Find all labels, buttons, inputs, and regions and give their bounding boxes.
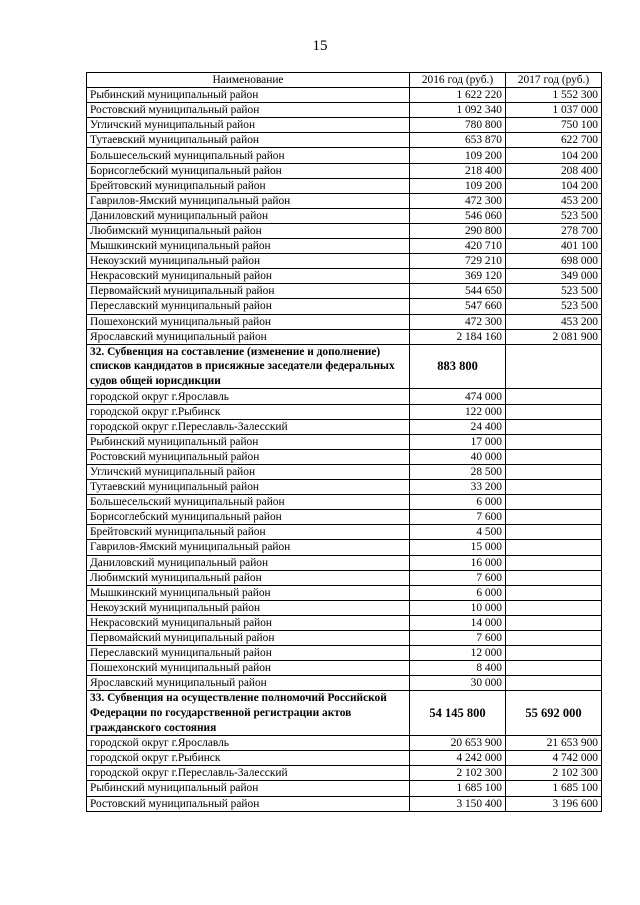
cell-2017: 208 400 <box>506 163 602 178</box>
cell-name: Гаврилов-Ямский муниципальный район <box>87 540 410 555</box>
cell-name: Борисоглебский муниципальный район <box>87 163 410 178</box>
cell-2017 <box>506 525 602 540</box>
cell-name: Ростовский муниципальный район <box>87 449 410 464</box>
table-row <box>87 148 602 163</box>
table-row <box>87 269 602 284</box>
header-2016: 2016 год (руб.) <box>410 73 506 88</box>
cell-name: Даниловский муниципальный район <box>87 555 410 570</box>
cell-name: Некоузский муниципальный район <box>87 600 410 615</box>
cell-2016: 20 653 900 <box>410 736 506 751</box>
cell-2017: 401 100 <box>506 239 602 254</box>
cell-name: 32. Субвенция на составление (изменение и дополнение) списков кандидатов в присяжные заседатели федеральных судов общей юрисдикции <box>87 344 410 389</box>
cell-2016: 6 000 <box>410 585 506 600</box>
table-row <box>87 600 602 615</box>
cell-2017: 3 196 600 <box>506 796 602 811</box>
section-row <box>87 691 602 736</box>
cell-name: Некоузский муниципальный район <box>87 254 410 269</box>
table-row <box>87 781 602 796</box>
cell-2016: 2 102 300 <box>410 766 506 781</box>
cell-name: Любимский муниципальный район <box>87 223 410 238</box>
page-number: 15 <box>312 38 328 54</box>
cell-2017 <box>506 646 602 661</box>
cell-2017: 21 653 900 <box>506 736 602 751</box>
cell-2016: 14 000 <box>410 615 506 630</box>
cell-name: Рыбинский муниципальный район <box>87 88 410 103</box>
header-2017: 2017 год (руб.) <box>506 73 602 88</box>
cell-2017: 2 102 300 <box>506 766 602 781</box>
cell-2017 <box>506 570 602 585</box>
cell-2016: 780 800 <box>410 118 506 133</box>
table-row <box>87 88 602 103</box>
table-row <box>87 329 602 344</box>
cell-2017: 1 037 000 <box>506 103 602 118</box>
cell-2016: 109 200 <box>410 178 506 193</box>
table-row <box>87 676 602 691</box>
table-row <box>87 208 602 223</box>
cell-2017: 2 081 900 <box>506 329 602 344</box>
table-row <box>87 434 602 449</box>
table-row <box>87 404 602 419</box>
cell-2016: 1 622 220 <box>410 88 506 103</box>
cell-2017: 4 742 000 <box>506 751 602 766</box>
cell-2016: 10 000 <box>410 600 506 615</box>
table-row <box>87 766 602 781</box>
cell-name: Тутаевский муниципальный район <box>87 480 410 495</box>
cell-2016: 474 000 <box>410 389 506 404</box>
cell-name: 33. Субвенция на осуществление полномочий Российской Федерации по государственной регистрации актов гражданского состояния <box>87 691 410 736</box>
cell-2016: 6 000 <box>410 495 506 510</box>
cell-name: Ярославский муниципальный район <box>87 676 410 691</box>
cell-2016: 122 000 <box>410 404 506 419</box>
cell-2017 <box>506 419 602 434</box>
cell-2016: 729 210 <box>410 254 506 269</box>
cell-2016: 12 000 <box>410 646 506 661</box>
table-row <box>87 419 602 434</box>
cell-2016: 1 685 100 <box>410 781 506 796</box>
table-row <box>87 510 602 525</box>
cell-name: городской округ г.Ярославль <box>87 389 410 404</box>
table-row <box>87 254 602 269</box>
cell-name: Ростовский муниципальный район <box>87 103 410 118</box>
table-row <box>87 751 602 766</box>
cell-2016: 54 145 800 <box>410 691 506 736</box>
cell-2017: 453 200 <box>506 193 602 208</box>
cell-2017 <box>506 404 602 419</box>
table-row <box>87 284 602 299</box>
cell-2016: 30 000 <box>410 676 506 691</box>
cell-name: Угличский муниципальный район <box>87 118 410 133</box>
table-row <box>87 178 602 193</box>
cell-2017: 104 200 <box>506 178 602 193</box>
cell-2017: 750 100 <box>506 118 602 133</box>
table-row <box>87 163 602 178</box>
cell-name: Борисоглебский муниципальный район <box>87 510 410 525</box>
table-row <box>87 133 602 148</box>
cell-name: Гаврилов-Ямский муниципальный район <box>87 193 410 208</box>
cell-name: Любимский муниципальный район <box>87 570 410 585</box>
table-row <box>87 495 602 510</box>
cell-2017 <box>506 344 602 389</box>
table-row <box>87 796 602 811</box>
cell-2017 <box>506 661 602 676</box>
cell-2017 <box>506 480 602 495</box>
cell-2017: 453 200 <box>506 314 602 329</box>
cell-2017 <box>506 449 602 464</box>
table-row <box>87 555 602 570</box>
cell-2017: 523 500 <box>506 299 602 314</box>
cell-2017: 523 500 <box>506 208 602 223</box>
cell-2016: 420 710 <box>410 239 506 254</box>
cell-name: Мышкинский муниципальный район <box>87 585 410 600</box>
table-row <box>87 736 602 751</box>
cell-name: Некрасовский муниципальный район <box>87 269 410 284</box>
cell-name: Первомайский муниципальный район <box>87 630 410 645</box>
cell-2016: 472 300 <box>410 193 506 208</box>
cell-2016: 4 500 <box>410 525 506 540</box>
cell-2017 <box>506 510 602 525</box>
cell-2017 <box>506 615 602 630</box>
cell-name: Большесельский муниципальный район <box>87 495 410 510</box>
table-row <box>87 464 602 479</box>
cell-2016: 290 800 <box>410 223 506 238</box>
table-row <box>87 239 602 254</box>
cell-name: Даниловский муниципальный район <box>87 208 410 223</box>
header-name: Наименование <box>87 73 410 88</box>
cell-name: Переславский муниципальный район <box>87 299 410 314</box>
cell-2016: 653 870 <box>410 133 506 148</box>
cell-2016: 472 300 <box>410 314 506 329</box>
cell-name: городской округ г.Рыбинск <box>87 404 410 419</box>
table-row <box>87 223 602 238</box>
cell-2017: 622 700 <box>506 133 602 148</box>
table-row <box>87 480 602 495</box>
cell-name: Некрасовский муниципальный район <box>87 615 410 630</box>
cell-name: Пошехонский муниципальный район <box>87 314 410 329</box>
cell-2017 <box>506 630 602 645</box>
table-row <box>87 661 602 676</box>
cell-name: Брейтовский муниципальный район <box>87 525 410 540</box>
cell-2016: 544 650 <box>410 284 506 299</box>
cell-2016: 2 184 160 <box>410 329 506 344</box>
cell-2017 <box>506 540 602 555</box>
cell-name: Угличский муниципальный район <box>87 464 410 479</box>
cell-2016: 15 000 <box>410 540 506 555</box>
cell-2017 <box>506 676 602 691</box>
cell-2016: 883 800 <box>410 344 506 389</box>
table-row <box>87 525 602 540</box>
table-row <box>87 193 602 208</box>
cell-2016: 7 600 <box>410 630 506 645</box>
cell-name: Пошехонский муниципальный район <box>87 661 410 676</box>
table-row <box>87 540 602 555</box>
cell-2016: 28 500 <box>410 464 506 479</box>
cell-2017: 278 700 <box>506 223 602 238</box>
cell-name: Переславский муниципальный район <box>87 646 410 661</box>
table-body <box>87 88 602 812</box>
table-row <box>87 646 602 661</box>
cell-name: Ростовский муниципальный район <box>87 796 410 811</box>
cell-2017: 1 552 300 <box>506 88 602 103</box>
table-row <box>87 299 602 314</box>
cell-2016: 109 200 <box>410 148 506 163</box>
cell-2017 <box>506 389 602 404</box>
table-row <box>87 449 602 464</box>
cell-name: городской округ г.Переславль-Залесский <box>87 766 410 781</box>
table-row <box>87 630 602 645</box>
cell-2016: 40 000 <box>410 449 506 464</box>
cell-2016: 24 400 <box>410 419 506 434</box>
cell-name: Брейтовский муниципальный район <box>87 178 410 193</box>
cell-2016: 218 400 <box>410 163 506 178</box>
cell-2016: 7 600 <box>410 510 506 525</box>
cell-2016: 16 000 <box>410 555 506 570</box>
cell-2016: 7 600 <box>410 570 506 585</box>
cell-name: Большесельский муниципальный район <box>87 148 410 163</box>
table-row <box>87 314 602 329</box>
table-row <box>87 118 602 133</box>
cell-2017 <box>506 495 602 510</box>
cell-2016: 8 400 <box>410 661 506 676</box>
cell-2016: 17 000 <box>410 434 506 449</box>
table-header-row <box>87 73 602 88</box>
table-row <box>87 585 602 600</box>
cell-2017 <box>506 464 602 479</box>
cell-name: Рыбинский муниципальный район <box>87 781 410 796</box>
cell-2017 <box>506 585 602 600</box>
cell-name: Мышкинский муниципальный район <box>87 239 410 254</box>
cell-2016: 4 242 000 <box>410 751 506 766</box>
cell-2017: 698 000 <box>506 254 602 269</box>
cell-2016: 33 200 <box>410 480 506 495</box>
cell-name: городской округ г.Переславль-Залесский <box>87 419 410 434</box>
cell-2017: 523 500 <box>506 284 602 299</box>
table-row <box>87 615 602 630</box>
cell-name: городской округ г.Ярославль <box>87 736 410 751</box>
cell-name: Тутаевский муниципальный район <box>87 133 410 148</box>
cell-2017: 104 200 <box>506 148 602 163</box>
table-row <box>87 389 602 404</box>
subvention-table <box>86 72 602 812</box>
cell-2016: 3 150 400 <box>410 796 506 811</box>
cell-2017 <box>506 555 602 570</box>
cell-2016: 547 660 <box>410 299 506 314</box>
cell-name: Ярославский муниципальный район <box>87 329 410 344</box>
cell-2017: 349 000 <box>506 269 602 284</box>
section-row <box>87 344 602 389</box>
cell-name: городской округ г.Рыбинск <box>87 751 410 766</box>
cell-name: Первомайский муниципальный район <box>87 284 410 299</box>
cell-2016: 546 060 <box>410 208 506 223</box>
cell-2017 <box>506 600 602 615</box>
table-row <box>87 570 602 585</box>
cell-2016: 1 092 340 <box>410 103 506 118</box>
cell-2017 <box>506 434 602 449</box>
table-row <box>87 103 602 118</box>
cell-2016: 369 120 <box>410 269 506 284</box>
cell-2017: 55 692 000 <box>506 691 602 736</box>
cell-2017: 1 685 100 <box>506 781 602 796</box>
cell-name: Рыбинский муниципальный район <box>87 434 410 449</box>
